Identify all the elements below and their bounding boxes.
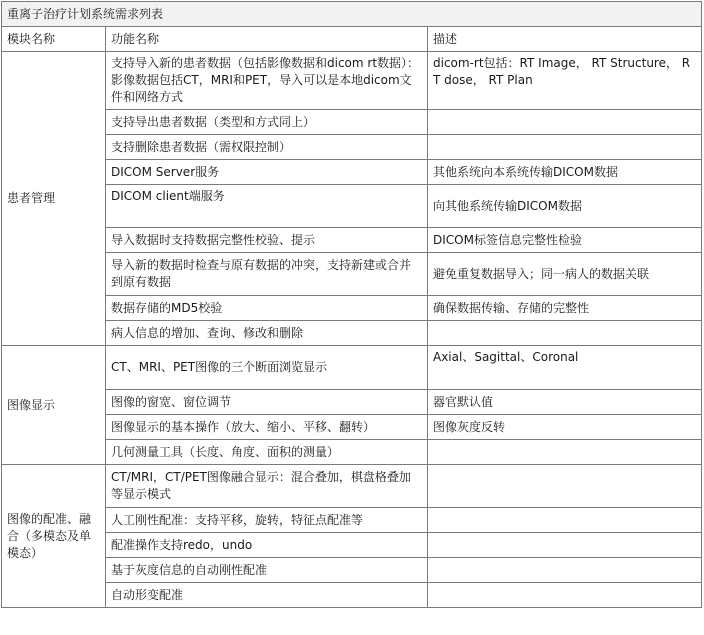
description-cell — [428, 533, 702, 558]
description-cell — [428, 110, 702, 135]
description-cell — [428, 465, 702, 508]
table-row — [2, 160, 702, 185]
feature-cell: 基于灰度信息的自动刚性配准 — [106, 558, 428, 583]
feature-cell: 自动形变配准 — [106, 583, 428, 608]
description-cell: Axial、Sagittal、Coronal — [428, 346, 702, 390]
description-cell — [428, 321, 702, 346]
table-row — [2, 508, 702, 533]
feature-cell: 病人信息的增加、查询、修改和删除 — [106, 321, 428, 346]
table-row — [2, 185, 702, 228]
feature-cell: DICOM client端服务 — [106, 185, 428, 228]
table-row — [2, 558, 702, 583]
module-cell: 图像的配准、融合（多模态及单模态） — [2, 465, 106, 608]
feature-cell: 人工刚性配准：支持平移，旋转，特征点配准等 — [106, 508, 428, 533]
header-feature: 功能名称 — [106, 27, 428, 52]
feature-cell: 图像显示的基本操作（放大、缩小、平移、翻转） — [106, 415, 428, 440]
feature-cell: CT、MRI、PET图像的三个断面浏览显示 — [106, 346, 428, 390]
table-row — [2, 415, 702, 440]
description-cell: 向其他系统传输DICOM数据 — [428, 185, 702, 228]
description-cell — [428, 558, 702, 583]
table-row — [2, 390, 702, 415]
description-cell: 其他系统向本系统传输DICOM数据 — [428, 160, 702, 185]
table-row — [2, 52, 702, 110]
table-row — [2, 135, 702, 160]
feature-cell: 配准操作支持redo，undo — [106, 533, 428, 558]
table-row — [2, 110, 702, 135]
feature-cell: 几何测量工具（长度、角度、面积的测量） — [106, 440, 428, 465]
table-row — [2, 253, 702, 296]
feature-cell: CT/MRI，CT/PET图像融合显示：混合叠加，棋盘格叠加等显示模式 — [106, 465, 428, 508]
table-row — [2, 296, 702, 321]
table-row — [2, 321, 702, 346]
feature-cell: 数据存储的MD5校验 — [106, 296, 428, 321]
header-description: 描述 — [428, 27, 702, 52]
table-row — [2, 228, 702, 253]
description-cell: dicom-rt包括：RT Image， RT Structure， RT dose， RT Plan — [428, 52, 702, 110]
header-module: 模块名称 — [2, 27, 106, 52]
description-cell: 图像灰度反转 — [428, 415, 702, 440]
feature-cell: 图像的窗宽、窗位调节 — [106, 390, 428, 415]
feature-cell: 导入数据时支持数据完整性校验、提示 — [106, 228, 428, 253]
requirements-table — [1, 1, 702, 608]
description-cell: 避免重复数据导入；同一病人的数据关联 — [428, 253, 702, 296]
table-row — [2, 346, 702, 390]
table-title: 重离子治疗计划系统需求列表 — [2, 2, 702, 27]
description-cell — [428, 135, 702, 160]
table-row — [2, 465, 702, 508]
description-cell: DICOM标签信息完整性检验 — [428, 228, 702, 253]
feature-cell: 支持导出患者数据（类型和方式同上） — [106, 110, 428, 135]
table-row — [2, 533, 702, 558]
description-cell — [428, 583, 702, 608]
feature-cell: 支持删除患者数据（需权限控制） — [106, 135, 428, 160]
table-row — [2, 440, 702, 465]
description-cell — [428, 508, 702, 533]
description-cell: 确保数据传输、存储的完整性 — [428, 296, 702, 321]
feature-cell: 支持导入新的患者数据（包括影像数据和dicom rt数据）：影像数据包括CT，MRI和PET，导入可以是本地dicom文件和网络方式 — [106, 52, 428, 110]
table-row — [2, 583, 702, 608]
feature-cell: 导入新的数据时检查与原有数据的冲突，支持新建或合并到原有数据 — [106, 253, 428, 296]
module-cell: 患者管理 — [2, 52, 106, 346]
module-cell: 图像显示 — [2, 346, 106, 465]
description-cell — [428, 440, 702, 465]
feature-cell: DICOM Server服务 — [106, 160, 428, 185]
description-cell: 器官默认值 — [428, 390, 702, 415]
